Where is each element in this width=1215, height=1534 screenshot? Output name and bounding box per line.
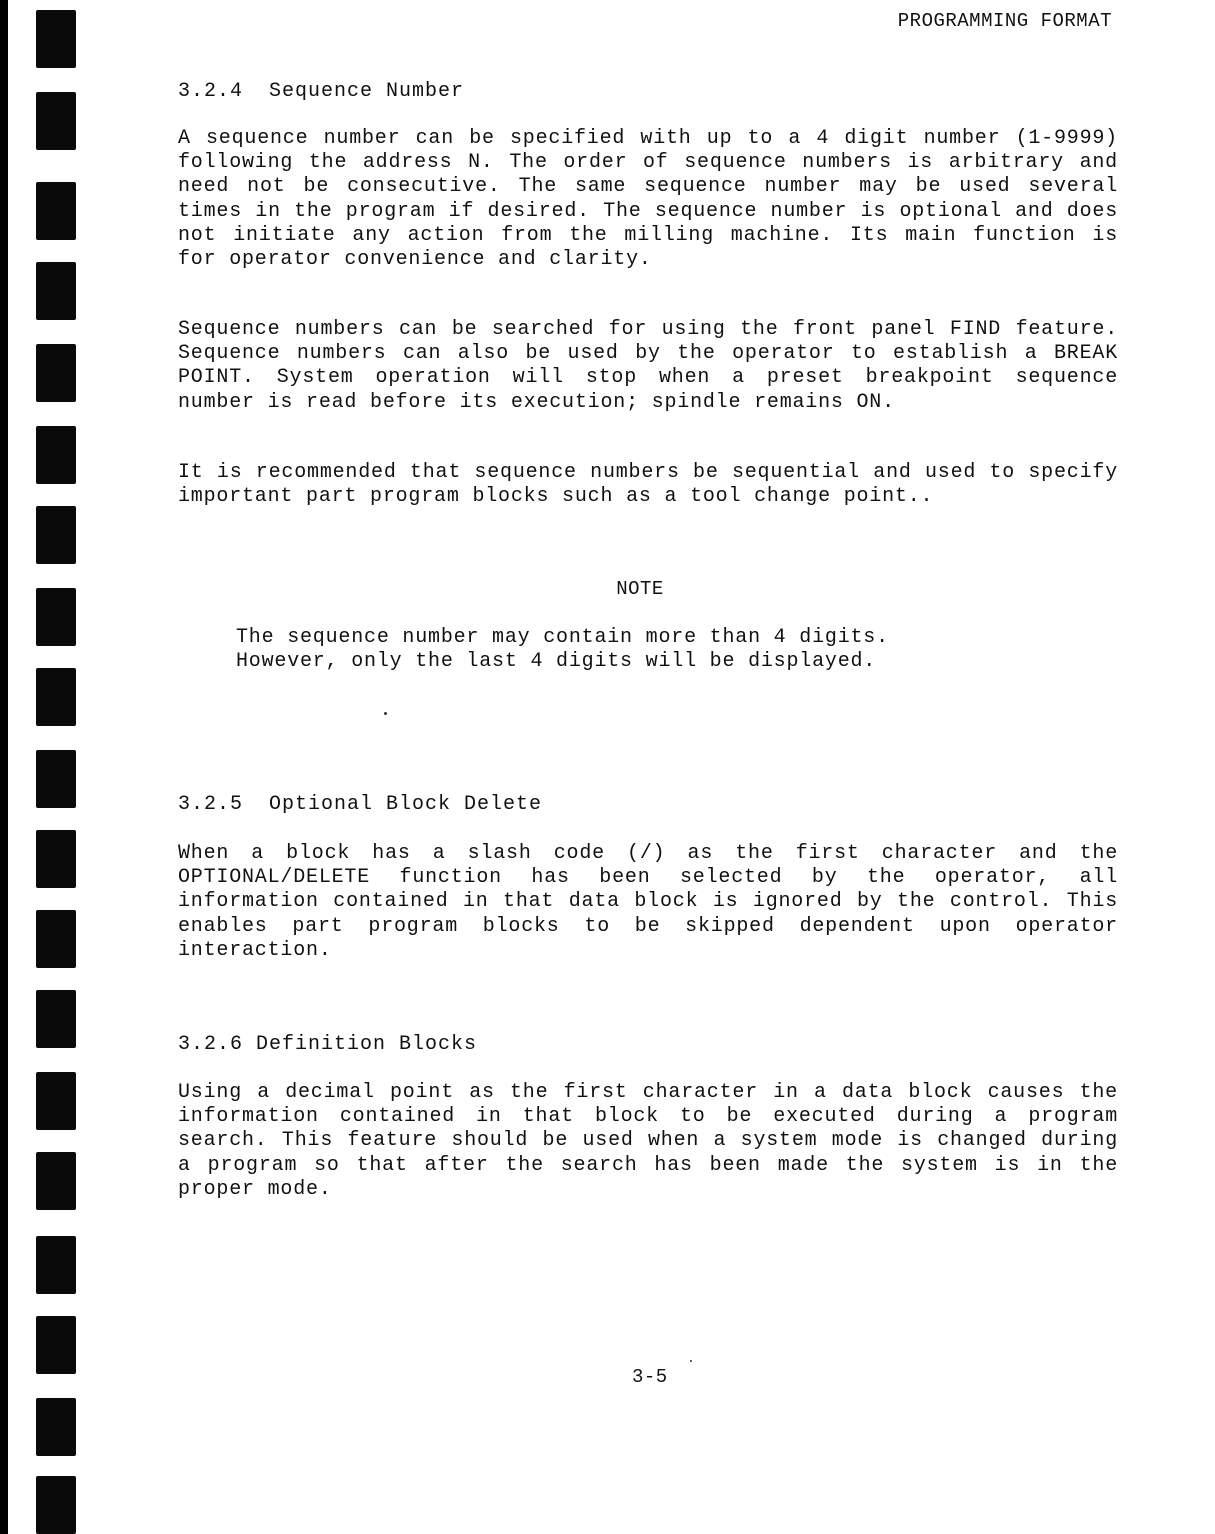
note-line: The sequence number may contain more than 4 digits. [236, 626, 889, 649]
note-line: However, only the last 4 digits will be displayed. [236, 650, 877, 674]
section-3-2-4-paragraph-2: Sequence numbers can be searched for using the front panel FIND feature. Sequence numbers can also be used by the operator to establish a BREAK POINT. System operation will stop when a preset breakpoint sequence number is read before its execution; spindle remains ON. [178, 318, 1118, 414]
note-body [236, 626, 1066, 674]
section-heading-3-2-6: 3.2.6 Definition Blocks [178, 1033, 478, 1056]
section-3-2-4-paragraph-1: A sequence number can be specified with up to a 4 digit number (1-9999) following the address N. The order of sequence numbers is arbitrary and need not be consecutive. The same sequence number may be used several times in the program if desired. The sequence number is optional and does not initiate any action from the milling machine. Its main function is for operator convenience and clarity. [178, 127, 1118, 272]
section-3-2-6-paragraph-1: Using a decimal point as the first character in a data block causes the information contained in that block to be executed during a program search. This feature should be used when a system mode is changed during a program so that after the search has been made the system is in the proper mode. [178, 1081, 1118, 1201]
section-3-2-5-paragraph-1: When a block has a slash code (/) as the first character and the OPTIONAL/DELETE function has been selected by the operator, all information contained in that data block is ignored by the control. This enables part program blocks to be skipped dependent upon operator interaction. [178, 842, 1118, 962]
section-heading-3-2-5: 3.2.5 Optional Block Delete [178, 793, 543, 816]
page-number: 3-5 [632, 1366, 668, 1388]
note-title: NOTE [616, 578, 664, 600]
section-heading-3-2-4: 3.2.4 Sequence Number [178, 80, 465, 103]
running-header: PROGRAMMING FORMAT [897, 10, 1112, 32]
scan-speck [384, 712, 387, 715]
scan-speck [690, 1360, 692, 1362]
section-3-2-4-paragraph-3: It is recommended that sequence numbers be sequential and used to specify important part program blocks such as a tool change point.. [178, 461, 1118, 509]
